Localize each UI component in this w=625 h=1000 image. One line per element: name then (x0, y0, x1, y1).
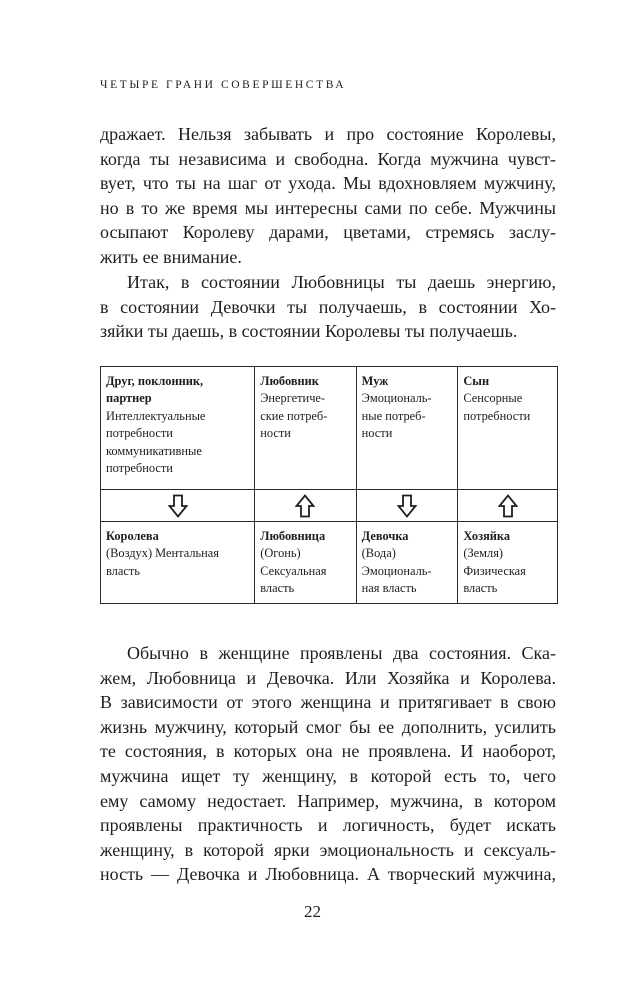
cell-text: ная власть (361, 581, 417, 596)
table-cell (255, 490, 356, 522)
cell-text: (Вода) (361, 546, 396, 561)
arrow-up-icon (295, 494, 315, 518)
cell-text: Сенсорные (463, 391, 523, 406)
text-line: когда ты независима и свободна. Когда мужчина чувст- (100, 148, 556, 169)
table-cell (458, 490, 558, 522)
text-line: ему самому недостает. Например, мужчина, в котором (100, 790, 556, 811)
cell-title: Любовник (260, 374, 319, 388)
paragraph-1 (100, 122, 556, 270)
cell-text: потребности (106, 461, 173, 476)
cell-title: Сын (463, 374, 490, 388)
table-cell (101, 522, 255, 604)
text-line: проявлены практичность и логичность, будет искать (100, 815, 556, 836)
cell-text: Сексуальная (260, 563, 327, 578)
table-cell (356, 490, 458, 522)
cell-title: Хозяйка (463, 529, 511, 543)
cell-title: Муж (361, 374, 389, 388)
text-line: но в то же время мы интересны сами по себе. Мужчины (100, 197, 556, 218)
arrow-down-icon (397, 494, 417, 518)
table-cell (101, 367, 255, 490)
cell-text: Интеллектуальные (106, 408, 206, 423)
paragraph-2 (100, 270, 556, 344)
cell-text: ности (361, 426, 393, 441)
roles-table (100, 366, 558, 604)
cell-text: власть (260, 581, 295, 596)
running-header: ЧЕТЫРЕ ГРАНИ СОВЕРШЕНСТВА (100, 79, 347, 91)
text-line: зяйки ты даешь, в состоянии Королевы ты получаешь. (100, 321, 518, 342)
table-row-men (101, 367, 558, 490)
table-cell (458, 522, 558, 604)
table-cell (356, 367, 458, 490)
cell-title: Девочка (361, 529, 409, 543)
text-line: женщину, в которой ярки эмоциональность и сексуаль- (100, 839, 556, 860)
table-cell (255, 522, 356, 604)
text-line: вует, что ты на шаг от ухода. Мы вдохновляем мужчину, (100, 173, 556, 194)
cell-text: ные потреб- (361, 408, 426, 423)
cell-text: (Огонь) (260, 546, 301, 561)
table-cell (255, 367, 356, 490)
cell-title: Друг, поклонник, (106, 374, 204, 388)
arrow-up-icon (498, 494, 518, 518)
cell-text: ские потреб- (260, 408, 328, 423)
text-line: в состоянии Девочки ты получаешь, в состоянии Хо- (100, 296, 556, 317)
text-line: Обычно в женщине проявлены два состояния. Ска- (127, 643, 556, 663)
text-line: те состояния, в которых она не проявлена. И наоборот, (100, 741, 556, 762)
cell-text: Физическая (463, 563, 526, 578)
text-line: жем, Любовница и Девочка. Или Хозяйка и Королева. (100, 667, 556, 688)
cell-text: власть (106, 563, 140, 578)
cell-text: Эмоциональ- (361, 563, 432, 578)
text-line: В зависимости от этого женщина и притягивает в свою (100, 692, 556, 713)
arrow-down-icon (168, 494, 188, 518)
paragraph-3 (100, 641, 556, 887)
text-line: жизнь мужчину, который смог бы ее дополнить, усилить (100, 716, 556, 737)
text-line: ность — Девочка и Любовница. А творческий мужчина, (100, 864, 556, 885)
cell-text: потребности (106, 426, 173, 441)
cell-text: Эмоциональ- (361, 391, 432, 406)
table-cell (356, 522, 458, 604)
text-line: осыпают Королеву дарами, цветами, стремясь заслу- (100, 222, 556, 243)
cell-text: Энергетиче- (260, 391, 326, 406)
cell-text: власть (463, 581, 498, 596)
cell-text: коммуникативные (106, 443, 202, 458)
cell-title: Королева (106, 529, 159, 543)
page-number: 22 (304, 902, 321, 921)
text-line: мужчина ищет ту женщину, в которой есть то, чего (100, 765, 556, 786)
table-row-arrows (101, 490, 558, 522)
cell-text: потребности (463, 408, 531, 423)
text-line: Итак, в состоянии Любовницы ты даешь энергию, (127, 272, 556, 292)
table-cell (458, 367, 558, 490)
cell-text: (Воздух) Ментальная (106, 546, 219, 561)
cell-title: Любовница (260, 529, 326, 543)
cell-text: ности (260, 426, 291, 441)
text-line: жить ее внимание. (100, 246, 242, 267)
table-cell (101, 490, 255, 522)
cell-title: партнер (106, 391, 152, 406)
table-row-women (101, 522, 558, 604)
cell-text: (Земля) (463, 546, 504, 561)
text-line: дражает. Нельзя забывать и про состояние Королевы, (100, 124, 556, 144)
